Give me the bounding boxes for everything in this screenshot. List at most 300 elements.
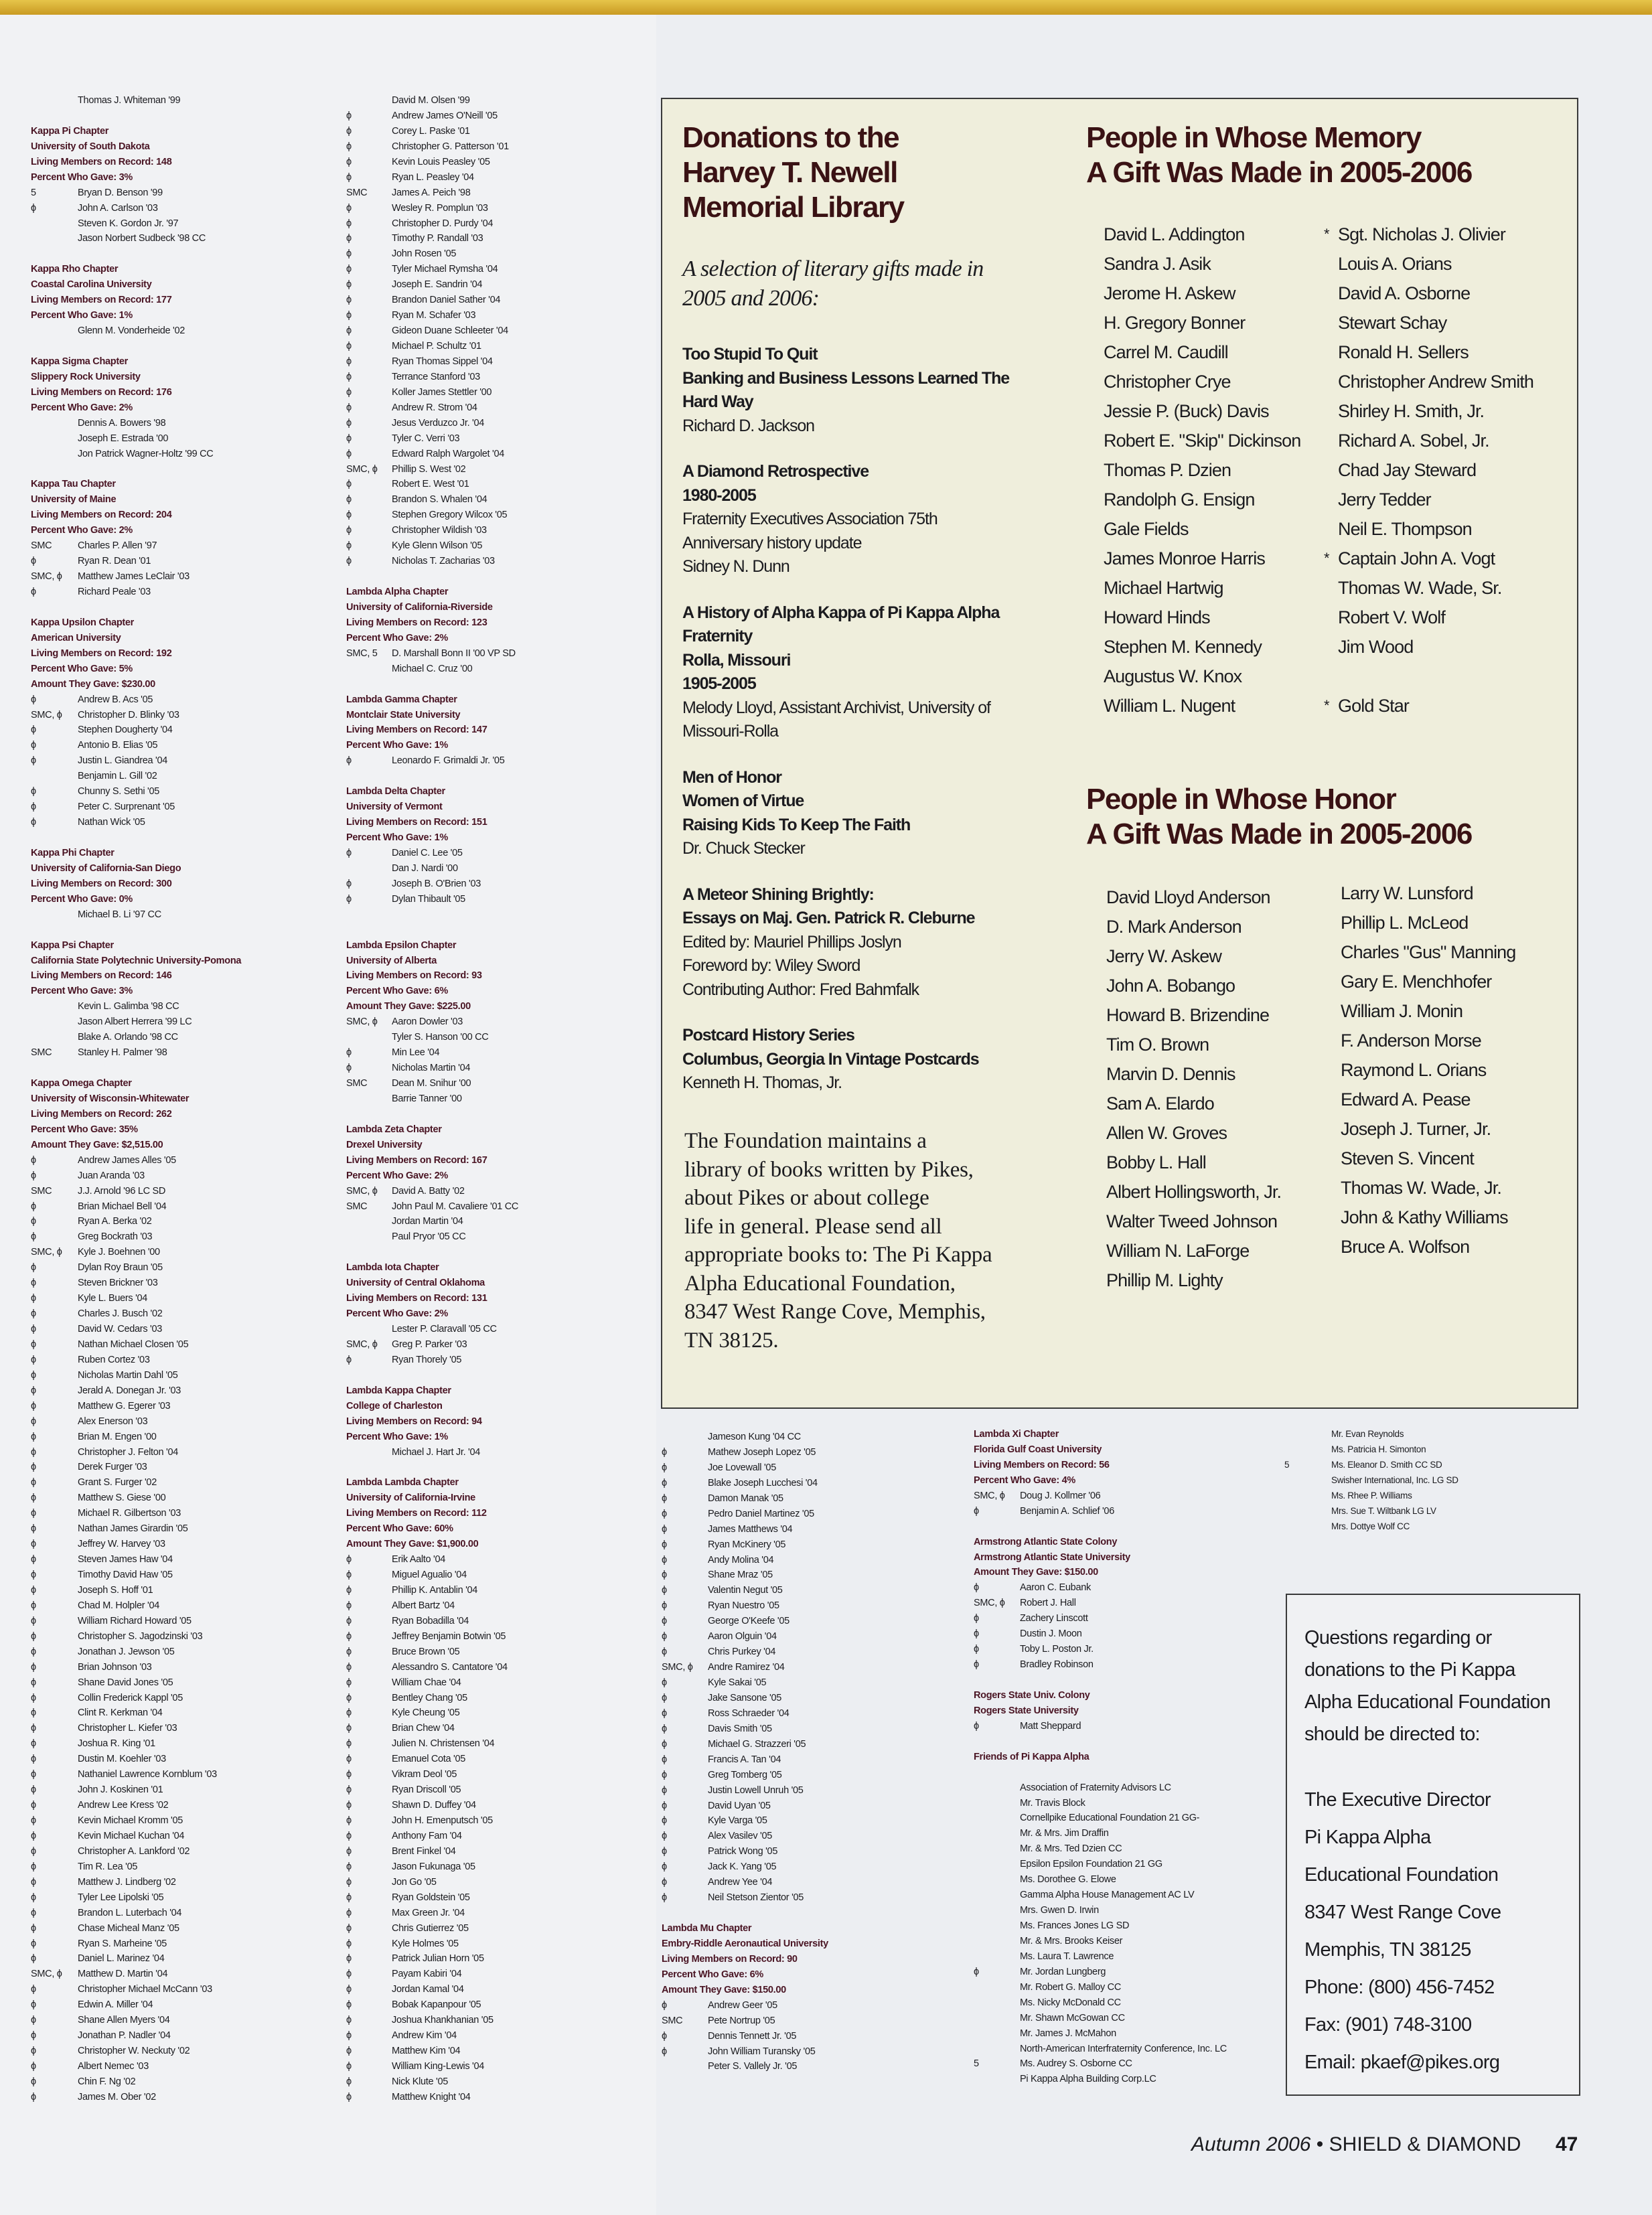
donor-name: Jeffrey Benjamin Botwin '05 (392, 1630, 506, 1642)
donor-designation: ϕ (662, 1800, 667, 1811)
donor-entry (346, 1906, 493, 1921)
book-detail-line: Edited by: Mauriel Phillips Joslyn (682, 932, 901, 951)
donor-designation: ϕ (31, 1907, 36, 1918)
chapter-info-line: Lambda Epsilon Chapter (346, 939, 457, 951)
donor-entry (31, 1475, 241, 1491)
contact-address-line: Fax: (901) 748-3100 (1304, 2014, 1472, 2036)
honoree-entry (1104, 249, 1300, 279)
donor-designation: ϕ (662, 2046, 667, 2057)
honoree-entry (1341, 996, 1515, 1026)
chapter-info-line: Amount They Gave: $225.00 (346, 1001, 471, 1012)
donor-entry (346, 1691, 493, 1706)
donor-designation: ϕ (31, 1784, 36, 1796)
donor-name: Christopher Michael McCann '03 (78, 1984, 212, 1995)
honoree-name: Albert Hollingsworth, Jr. (1106, 1182, 1282, 1202)
donor-designation: SMC, ϕ (662, 1662, 693, 1673)
donor-name: Andrew B. Acs '05 (78, 694, 153, 705)
donor-name: Ms. Laura T. Lawrence (1020, 1951, 1114, 1962)
honoree-entry (1106, 1266, 1281, 1295)
book-entry (682, 460, 1057, 579)
donor-name: Ryan Thorely '05 (392, 1354, 462, 1365)
book-title-line: Fraternity (682, 627, 753, 645)
donor-name: Albert Bartz '04 (392, 1600, 455, 1611)
donor-entry (346, 400, 493, 416)
chapter-info-line: Living Members on Record: 177 (31, 295, 172, 306)
donor-entry (346, 308, 493, 323)
donor-designation: ϕ (346, 386, 352, 398)
contact-address-line: The Executive Director (1304, 1789, 1491, 1811)
donor-designation: ϕ (662, 1754, 667, 1765)
donor-name: Benjamin L. Gill '02 (78, 771, 157, 782)
donor-entry (346, 231, 493, 246)
honoree-entry (1106, 1030, 1281, 1059)
chapter-info-line: Percent Who Gave: 2% (31, 525, 133, 536)
donor-entry (346, 876, 493, 892)
donor-entry (31, 1414, 241, 1430)
spacer (346, 677, 493, 692)
donor-designation: ϕ (346, 1830, 352, 1841)
donor-designation: ϕ (31, 1369, 36, 1381)
donor-designation: ϕ (31, 1201, 36, 1212)
donor-name: Tyler S. Hanson '00 CC (392, 1032, 489, 1043)
donor-designation: SMC, ϕ (974, 1490, 1005, 1501)
donor-entry (662, 2013, 828, 2029)
donor-designation: ϕ (346, 494, 352, 506)
donor-entry (31, 1568, 241, 1583)
chapter-info-line: Rogers State University (974, 1705, 1079, 1716)
spacer (31, 462, 241, 477)
donor-designation: ϕ (31, 1738, 36, 1750)
donor-designation: ϕ (31, 1493, 36, 1504)
donor-designation: ϕ (31, 724, 36, 736)
donor-designation: ϕ (346, 1047, 352, 1059)
library-heading-line: Donations to the (682, 121, 899, 154)
honoree-name: Carrel M. Caudill (1104, 342, 1228, 362)
donor-designation: ϕ (346, 2091, 352, 2103)
chapter-info-line: Kappa Psi Chapter (31, 939, 114, 951)
chapter-info-line: Living Members on Record: 151 (346, 817, 487, 828)
donor-designation: ϕ (31, 1600, 36, 1611)
donor-name: Matt Sheppard (1020, 1720, 1081, 1732)
donor-designation: ϕ (31, 1216, 36, 1227)
chapter-info-line: Lambda Delta Chapter (346, 786, 445, 797)
donor-name: Wesley R. Pomplun '03 (392, 202, 488, 214)
donor-entry (31, 569, 241, 585)
honoree-name: David L. Addington (1104, 224, 1245, 244)
spacer (346, 907, 493, 923)
donor-entry (662, 1783, 828, 1799)
donor-entry (31, 416, 241, 431)
donor-designation: ϕ (31, 1339, 36, 1350)
honoree-entry (1104, 367, 1300, 396)
donor-designation: ϕ (346, 1938, 352, 1949)
page-number: 47 (1556, 2133, 1578, 2155)
honoree-name: Jim Wood (1338, 637, 1414, 657)
donor-name: James Matthews '04 (708, 1523, 793, 1535)
donor-entry (346, 2028, 493, 2044)
donor-entry (974, 1811, 1200, 1826)
donor-designation: ϕ (346, 1677, 352, 1688)
donor-entry (31, 1322, 241, 1337)
donor-entry (974, 2056, 1130, 2072)
donor-entry (31, 1967, 241, 1982)
book-entry (682, 601, 1057, 744)
honoree-entry (1341, 967, 1515, 996)
donor-name: Christopher S. Jagodzinski '03 (78, 1630, 203, 1642)
donor-designation: ϕ (31, 2091, 36, 2103)
honoree-entry (1104, 455, 1300, 485)
donor-designation: ϕ (662, 1738, 667, 1750)
honoree-entry (1338, 573, 1533, 603)
donor-entry (974, 1995, 1130, 2011)
donor-name: Bentley Chang '05 (392, 1692, 467, 1703)
donor-entry (346, 538, 493, 554)
honoree-name: Stephen M. Kennedy (1104, 637, 1262, 657)
donor-entry (974, 2042, 1227, 2057)
honoree-name: Tim O. Brown (1106, 1035, 1209, 1055)
donor-name: Collin Frederick Kappl '05 (78, 1692, 183, 1703)
donor-name: Brandon Daniel Sather '04 (392, 295, 501, 306)
donor-name: Steven K. Gordon Jr. '97 (78, 218, 179, 229)
donor-entry (662, 1614, 828, 1629)
donor-name: Thomas J. Whiteman '99 (78, 95, 181, 106)
donor-name: Min Lee '04 (392, 1047, 440, 1059)
donor-entry (346, 1076, 493, 1091)
donor-entry (346, 431, 493, 447)
spacer (974, 1673, 1130, 1688)
donor-designation: ϕ (662, 2030, 667, 2042)
honoree-name: Robert E. "Skip" Dickinson (1104, 431, 1301, 451)
spacer (31, 246, 241, 262)
donor-name: Kevin Michael Kuchan '04 (78, 1830, 185, 1841)
honoree-entry (1341, 879, 1515, 908)
honoree-name: Randolph G. Ensign (1104, 489, 1255, 510)
donor-designation: ϕ (31, 1262, 36, 1274)
donor-name: Nicholas Martin Dahl '05 (78, 1369, 178, 1381)
donor-entry (31, 93, 241, 108)
donor-designation: ϕ (662, 1846, 667, 1857)
honoree-name: William J. Monin (1341, 1001, 1463, 1021)
chapter-info-line: Coastal Carolina University (31, 279, 152, 291)
donor-designation: ϕ (31, 1354, 36, 1365)
donor-name: Edward Ralph Wargolet '04 (392, 448, 505, 459)
donor-name: Davis Smith '05 (708, 1723, 772, 1734)
contact-address-line: Phone: (800) 456-7452 (1304, 1977, 1495, 1998)
donor-entry (346, 477, 493, 492)
donor-designation: SMC (346, 187, 368, 198)
donor-designation: ϕ (974, 1505, 979, 1517)
donor-designation: ϕ (31, 1477, 36, 1488)
donor-name: Paul Pryor '05 CC (392, 1231, 466, 1243)
footer-separator: • (1310, 2133, 1329, 2155)
donor-entry (346, 508, 508, 523)
chapter-info-line: Kappa Phi Chapter (31, 847, 115, 858)
donor-name: Nicholas Martin '04 (392, 1063, 471, 1074)
donor-name: Kevin Louis Peasley '05 (392, 156, 490, 167)
donor-designation: ϕ (662, 1600, 667, 1612)
donor-entry (662, 1430, 828, 1445)
honoree-name: William N. LaForge (1106, 1241, 1250, 1261)
honoree-name: Joseph J. Turner, Jr. (1341, 1119, 1491, 1139)
donor-name: Corey L. Paske '01 (392, 125, 470, 137)
contact-address-line: Pi Kappa Alpha (1304, 1827, 1431, 1848)
contact-address-line: Educational Foundation (1304, 1864, 1499, 1886)
donor-name: Chris Gutierrez '05 (392, 1922, 469, 1934)
chapter-info-line: Percent Who Gave: 4% (974, 1474, 1075, 1486)
donor-entry (31, 431, 241, 447)
honoree-name: Gold Star (1338, 696, 1409, 716)
contact-address-line: 8347 West Range Cove (1304, 1902, 1501, 1923)
honor-names-left (1106, 883, 1281, 1295)
donor-column-4 (974, 1427, 1227, 2087)
spacer (346, 923, 493, 938)
donor-entry (974, 2072, 1156, 2087)
donor-entry (31, 907, 241, 923)
donor-entry (974, 2011, 1130, 2026)
chapter-info-line: University of California-Irvine (346, 1493, 475, 1504)
donor-designation: ϕ (974, 1613, 979, 1624)
donor-name: Matthew G. Egerer '03 (78, 1400, 171, 1411)
donor-name: Jason Fukunaga '05 (392, 1861, 475, 1872)
memory-heading (1086, 121, 1472, 190)
honoree-entry (1104, 308, 1300, 337)
donor-name: Shane Mraz '05 (708, 1570, 773, 1581)
honoree-name: Bobby L. Hall (1106, 1152, 1206, 1172)
honoree-name: David Lloyd Anderson (1106, 887, 1270, 907)
donor-designation: ϕ (346, 248, 352, 260)
spacer (346, 569, 493, 585)
donor-entry (346, 1645, 493, 1660)
donor-entry (346, 108, 498, 124)
donor-designation: ϕ (31, 1800, 36, 1811)
donor-name: Ms. Dorothee G. Elowe (1020, 1874, 1116, 1886)
donor-entry (346, 1629, 506, 1645)
donor-designation: ϕ (346, 1984, 352, 1995)
honoree-name: Jessie P. (Buck) Davis (1104, 401, 1269, 421)
chapter-info-line: Amount They Gave: $2,515.00 (31, 1139, 163, 1150)
donor-name: Jon Go '05 (392, 1876, 437, 1888)
donor-entry (346, 1844, 493, 1859)
donor-name: Antonio B. Elias '05 (78, 740, 158, 751)
donor-designation: ϕ (346, 1570, 352, 1580)
donor-entry (346, 1721, 493, 1736)
donor-name: Brandon L. Luterbach '04 (78, 1907, 182, 1918)
chapter-info-line: Living Members on Record: 167 (346, 1154, 487, 1166)
book-list (682, 343, 1057, 1118)
donor-entry (346, 646, 516, 662)
donor-entry (31, 1736, 241, 1752)
donor-entry (974, 1719, 1130, 1734)
subtitle-line: A selection of literary gifts made in (682, 256, 984, 281)
donor-entry (31, 1368, 241, 1383)
donor-name: Ryan M. Schafer '03 (392, 310, 476, 321)
donor-entry (31, 784, 241, 799)
book-title-line: A History of Alpha Kappa of Pi Kappa Alpha (682, 603, 1000, 622)
chapter-info-line: Percent Who Gave: 60% (346, 1523, 453, 1535)
donor-designation: SMC, 5 (346, 647, 378, 659)
donor-entry (31, 1844, 241, 1859)
donor-entry (31, 1982, 241, 1997)
chapter-info-line: Kappa Rho Chapter (31, 264, 119, 275)
chapter-info-line: College of Charleston (346, 1400, 443, 1411)
donor-name: Patrick Wong '05 (708, 1846, 778, 1857)
donor-name: Emanuel Cota '05 (392, 1754, 466, 1765)
honoree-entry (1104, 603, 1300, 632)
honoree-entry (1104, 396, 1300, 426)
donor-name: Steven James Haw '04 (78, 1554, 173, 1565)
honoree-entry (1341, 908, 1515, 937)
donor-entry (346, 1660, 508, 1675)
donor-entry (346, 1859, 493, 1875)
donor-entry (346, 1061, 493, 1076)
donor-name: David A. Batty '02 (392, 1185, 465, 1197)
chapter-info-line: Lambda Xi Chapter (974, 1429, 1059, 1440)
donor-name: Kyle Holmes '05 (392, 1938, 459, 1949)
chapter-info-line: Percent Who Gave: 1% (346, 832, 448, 843)
chapter-info-line: Percent Who Gave: 1% (31, 310, 133, 321)
donor-entry (31, 1875, 241, 1890)
spacer (346, 769, 493, 784)
donor-name: Aaron Olguin '04 (708, 1631, 777, 1643)
book-title-line: 1905-2005 (682, 674, 756, 693)
donor-designation: ϕ (662, 1477, 667, 1488)
donor-name: Tyler C. Verri '03 (392, 433, 460, 444)
donor-entry (662, 1476, 828, 1491)
donor-designation: ϕ (974, 1628, 979, 1640)
donor-designation: ϕ (346, 479, 352, 490)
honoree-name: Allen W. Groves (1106, 1123, 1227, 1143)
donor-name: Jameson Kung '04 CC (708, 1432, 801, 1442)
donor-name: Matthew D. Martin '04 (78, 1969, 168, 1980)
donor-name: Koller James Stettler '00 (392, 386, 492, 398)
honoree-name: Sgt. Nicholas J. Olivier (1338, 224, 1505, 244)
chapter-info-line: Living Members on Record: 147 (346, 724, 487, 736)
donor-entry (974, 1888, 1195, 1903)
donor-name: Aaron Dowler '03 (392, 1016, 463, 1028)
spacer (31, 108, 241, 124)
donor-entry (662, 1598, 828, 1614)
honoree-name: Chad Jay Steward (1338, 460, 1477, 480)
donor-name: Nathan Wick '05 (78, 817, 145, 828)
donor-entry (31, 1782, 241, 1798)
donor-entry (31, 799, 241, 815)
donor-name: Miguel Agualio '04 (392, 1570, 467, 1580)
donor-name: Joseph E. Estrada '00 (78, 433, 169, 444)
donor-name: Nicholas T. Zacharias '03 (392, 556, 495, 567)
donor-designation: ϕ (31, 1539, 36, 1550)
donor-name: Shawn D. Duffey '04 (392, 1800, 476, 1811)
donor-name: Glenn M. Vonderheide '02 (78, 325, 185, 337)
donor-designation: ϕ (662, 1446, 667, 1458)
donor-entry (346, 354, 493, 370)
donor-entry (31, 1168, 241, 1184)
chapter-info-line: Amount They Gave: $230.00 (31, 678, 155, 690)
honoree-name: Sam A. Elardo (1106, 1093, 1214, 1114)
donor-name: Derek Furger '03 (78, 1462, 147, 1473)
spacer (662, 1906, 828, 1921)
donor-entry (662, 2059, 828, 2074)
book-title-line: Too Stupid To Quit (682, 345, 818, 364)
donor-designation: ϕ (346, 356, 352, 367)
donor-designation: SMC, ϕ (31, 1247, 62, 1258)
honoree-entry (1338, 632, 1533, 662)
donor-name: Joshua Khankhanian '05 (392, 2015, 494, 2026)
honoree-entry (1341, 937, 1515, 967)
donor-name: Stephen Dougherty '04 (78, 724, 173, 736)
donor-entry (662, 1675, 828, 1691)
donor-entry (346, 861, 493, 876)
donor-name: Nathan James Girardin '05 (78, 1523, 188, 1535)
donor-designation: ϕ (31, 1154, 36, 1166)
chapter-info-line: University of California-San Diego (31, 862, 181, 874)
donor-entry (31, 1705, 241, 1721)
donor-entry (346, 1997, 493, 2013)
donor-designation: ϕ (31, 1723, 36, 1734)
donor-designation: ϕ (662, 1815, 667, 1827)
donor-entry (662, 1445, 828, 1460)
donor-name: Jerald A. Donegan Jr. '03 (78, 1385, 181, 1396)
honoree-name: Michael Hartwig (1104, 578, 1223, 598)
book-entry (682, 1024, 1057, 1095)
donor-name: Association of Fraternity Advisors LC (1020, 1782, 1171, 1793)
donor-name: John H. Emenputsch '05 (392, 1815, 493, 1826)
chapter-info-line: Embry-Riddle Aeronautical University (662, 1938, 828, 1949)
donor-name: Peter C. Surprenant '05 (78, 801, 175, 813)
honoree-entry (1338, 396, 1533, 426)
donor-entry (346, 124, 493, 139)
donor-name: Mr. Shawn McGowan CC (1020, 2012, 1125, 2023)
donor-entry (31, 1506, 241, 1521)
chapter-info-line: Percent Who Gave: 2% (346, 1170, 448, 1181)
honoree-entry (1104, 544, 1300, 573)
chapter-info-line: Kappa Pi Chapter (31, 125, 109, 137)
donor-entry (346, 1568, 493, 1583)
donor-name: Steven Brickner '03 (78, 1278, 158, 1289)
donor-name: James M. Ober '02 (78, 2091, 156, 2103)
donor-name: Alex Vasilev '05 (708, 1831, 773, 1842)
donor-entry (346, 492, 493, 508)
donor-entry (346, 662, 493, 677)
donor-name: Alex Enerson '03 (78, 1416, 148, 1427)
donor-designation: SMC, ϕ (346, 463, 378, 475)
donor-entry (31, 1460, 241, 1475)
donor-designation: ϕ (31, 1999, 36, 2011)
honoree-entry (1104, 573, 1300, 603)
donor-designation: SMC (31, 1047, 52, 1059)
honoree-entry (1104, 514, 1300, 544)
donor-entry (31, 1829, 241, 1844)
donor-entry (346, 1951, 493, 1967)
donor-designation: ϕ (346, 1707, 352, 1719)
honoree-entry (1104, 485, 1300, 514)
book-detail-line: Dr. Chuck Stecker (682, 839, 805, 858)
donor-name: Andre Ramirez '04 (708, 1662, 785, 1673)
donor-name: William King-Lewis '04 (392, 2061, 484, 2072)
chapter-info-line: Lambda Zeta Chapter (346, 1124, 442, 1135)
donor-designation: ϕ (31, 556, 36, 567)
donor-entry (31, 1890, 241, 1906)
donor-designation: ϕ (346, 233, 352, 244)
donor-entry (346, 277, 493, 293)
book-entry (682, 343, 1057, 438)
donor-name: Doug J. Kollmer '06 (1020, 1490, 1101, 1501)
donor-name: Mr. & Mrs. Jim Draffin (1020, 1828, 1109, 1839)
donor-entry (346, 155, 493, 170)
donor-entry (31, 1552, 241, 1568)
spacer (31, 600, 241, 615)
donor-name: Toby L. Poston Jr. (1020, 1644, 1094, 1655)
library-subtitle (682, 254, 984, 313)
